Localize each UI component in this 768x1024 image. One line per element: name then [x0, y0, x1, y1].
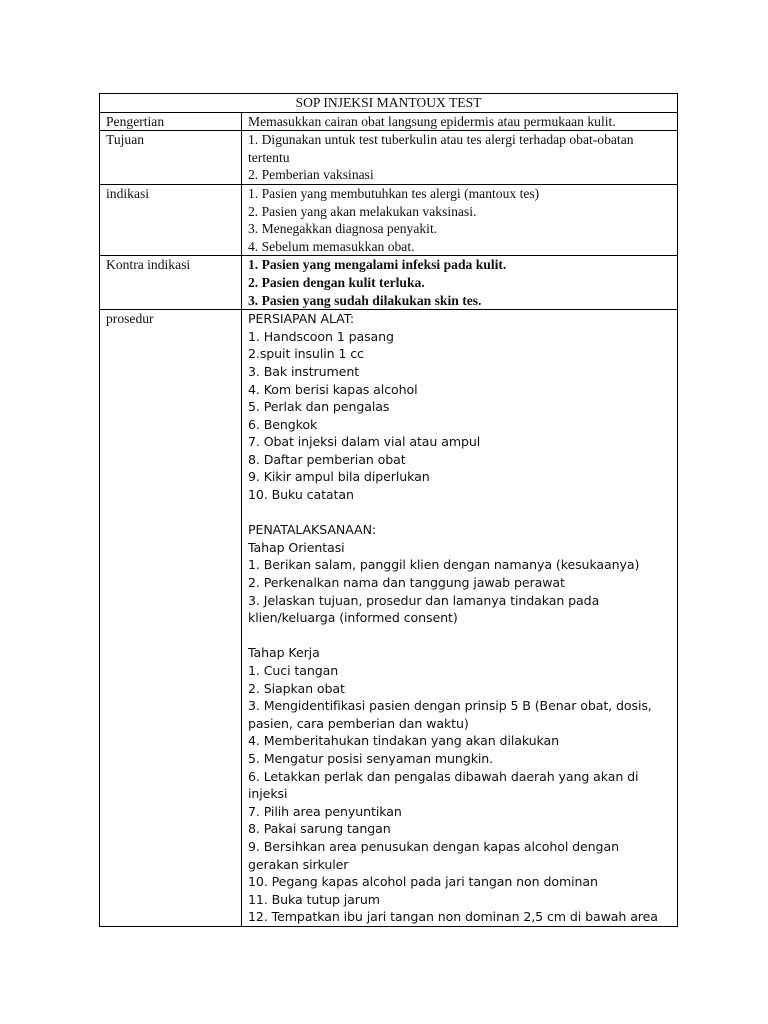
- kerja-item: 8. Pakai sarung tangan: [248, 821, 391, 837]
- indikasi-row: [100, 184, 678, 255]
- persiapan-item: 1. Handscoon 1 pasang: [248, 328, 394, 344]
- kontra-indikasi-label: Kontra indikasi: [100, 256, 242, 310]
- penatalaksanaan-heading: PENATALAKSANAAN:: [248, 522, 377, 538]
- kerja-item: 6. Letakkan perlak dan pengalas dibawah daerah yang akan di injeksi: [248, 768, 639, 802]
- kontra-indikasi-item: 2. Pasien dengan kulit terluka.: [248, 274, 425, 290]
- kerja-item: 9. Bersihkan area penusukan dengan kapas alcohol dengan gerakan sirkuler: [248, 838, 619, 872]
- tujuan-item: 1. Digunakan untuk test tuberkulin atau tes alergi terhadap obat-obatan tertentu: [248, 132, 634, 165]
- kerja-item: 5. Mengatur posisi senyaman mungkin.: [248, 750, 494, 766]
- kontra-indikasi-row: [100, 256, 678, 310]
- spacer: [248, 504, 671, 522]
- pengertian-label: Pengertian: [100, 112, 242, 131]
- tujuan-content: [242, 131, 678, 185]
- kerja-item: 11. Buka tutup jarum: [248, 891, 380, 907]
- orientasi-item: 1. Berikan salam, panggil klien dengan namanya (kesukaanya): [248, 557, 640, 573]
- persiapan-item: 4. Kom berisi kapas alcohol: [248, 381, 418, 397]
- kerja-heading: Tahap Kerja: [248, 645, 320, 661]
- title-row: [100, 94, 678, 113]
- kerja-item: 2. Siapkan obat: [248, 680, 345, 696]
- pengertian-row: [100, 112, 678, 131]
- kerja-item: 10. Pegang kapas alcohol pada jari tangan non dominan: [248, 874, 598, 890]
- prosedur-row: [100, 310, 678, 927]
- tujuan-row: [100, 131, 678, 185]
- persiapan-item: 7. Obat injeksi dalam vial atau ampul: [248, 434, 481, 450]
- persiapan-item: 3. Bak instrument: [248, 363, 360, 379]
- kontra-indikasi-item: 3. Pasien yang sudah dilakukan skin tes.: [248, 292, 482, 308]
- kontra-indikasi-content: [242, 256, 678, 310]
- persiapan-item: 2.spuit insulin 1 cc: [248, 346, 364, 362]
- persiapan-item: 6. Bengkok: [248, 416, 318, 432]
- prosedur-label: prosedur: [100, 310, 242, 927]
- sop-table: [99, 93, 678, 927]
- spacer: [248, 627, 671, 645]
- indikasi-content: [242, 184, 678, 255]
- orientasi-item: 3. Jelaskan tujuan, prosedur dan lamanya tindakan pada klien/keluarga (informed consent): [248, 592, 600, 626]
- kontra-indikasi-item: 1. Pasien yang mengalami infeksi pada kulit.: [248, 257, 507, 273]
- tujuan-item: 2. Pemberian vaksinasi: [248, 167, 374, 183]
- document-title: SOP INJEKSI MANTOUX TEST: [100, 94, 678, 113]
- kerja-item: 12. Tempatkan ibu jari tangan non dominan 2,5 cm di bawah area: [248, 909, 658, 925]
- indikasi-label: indikasi: [100, 184, 242, 255]
- indikasi-item: 1. Pasien yang membutuhkan tes alergi (mantoux tes): [248, 185, 540, 201]
- persiapan-item: 5. Perlak dan pengalas: [248, 399, 390, 415]
- tujuan-label: Tujuan: [100, 131, 242, 185]
- kerja-item: 7. Pilih area penyuntikan: [248, 803, 402, 819]
- persiapan-heading: PERSIAPAN ALAT:: [248, 311, 355, 327]
- indikasi-item: 4. Sebelum memasukkan obat.: [248, 238, 415, 254]
- persiapan-item: 9. Kikir ampul bila diperlukan: [248, 469, 430, 485]
- indikasi-item: 3. Menegakkan diagnosa penyakit.: [248, 221, 438, 237]
- orientasi-heading: Tahap Orientasi: [248, 539, 345, 555]
- persiapan-item: 8. Daftar pemberian obat: [248, 451, 406, 467]
- kerja-item: 1. Cuci tangan: [248, 663, 339, 678]
- indikasi-item: 2. Pasien yang akan melakukan vaksinasi.: [248, 203, 477, 219]
- kerja-item: 4. Memberitahukan tindakan yang akan dilakukan: [248, 733, 560, 749]
- prosedur-content: [242, 310, 678, 927]
- pengertian-text: Memasukkan cairan obat langsung epidermis atau permukaan kulit.: [242, 112, 678, 131]
- kerja-item: 3. Mengidentifikasi pasien dengan prinsip 5 B (Benar obat, dosis, pasien, cara pemberian dan waktu): [248, 698, 652, 731]
- orientasi-item: 2. Perkenalkan nama dan tanggung jawab perawat: [248, 575, 565, 591]
- persiapan-item: 10. Buku catatan: [248, 487, 354, 503]
